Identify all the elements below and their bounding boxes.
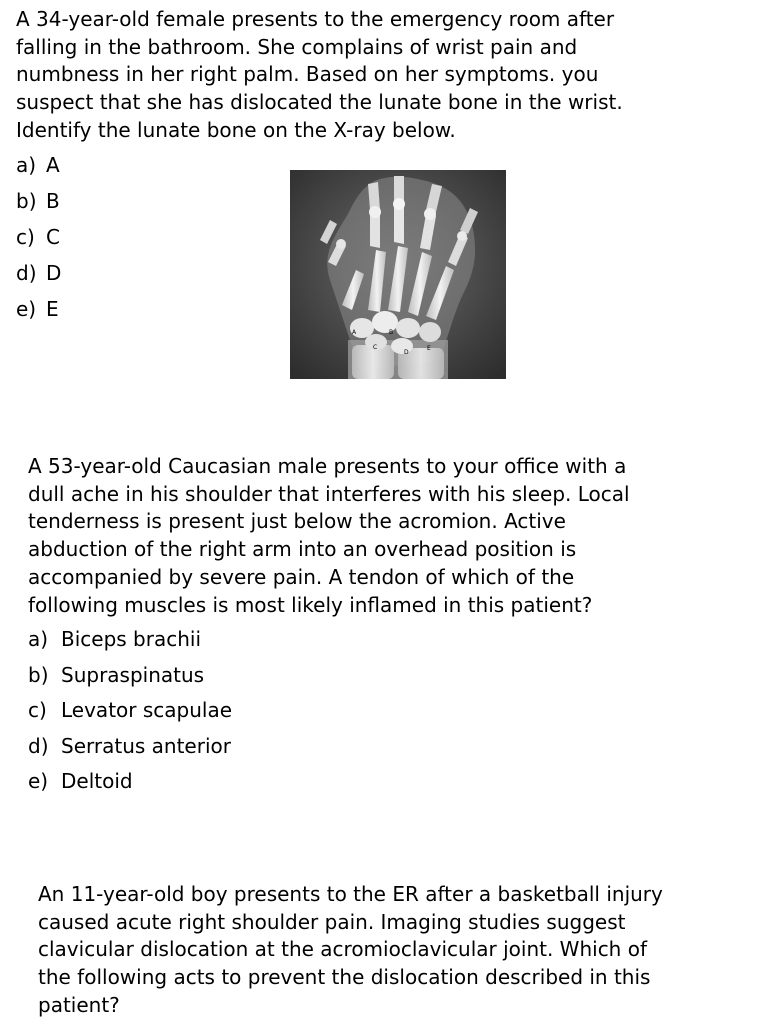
stem-line: following muscles is most likely inflamed in this patient? [28,592,593,617]
option-letter: a) [16,152,37,177]
option-letter: a) [28,627,49,652]
option-text: B [46,188,60,213]
option-text: Biceps brachii [61,627,202,652]
question-3-stem [38,881,738,1020]
option-letter: d) [16,260,37,285]
question-3 [38,881,738,1020]
xray-label-e: E [427,345,431,352]
question-2-stem [28,453,668,619]
option-letter: c) [28,698,47,723]
xray-label-a: A [352,329,357,336]
stem-line: falling in the bathroom. She complains of wrist pain and [16,34,578,59]
xray-label-d: D [404,349,409,356]
stem-line: numbness in her right palm. Based on her symptoms. you [16,62,599,87]
option-letter: d) [28,733,49,758]
option-text: Deltoid [61,769,133,794]
stem-line: the following acts to prevent the dislocation described in this [38,965,651,990]
option-d [28,734,668,770]
xray-label-c: C [373,344,378,351]
option-letter: b) [28,662,49,687]
option-letter: e) [16,296,37,321]
xray-label-b: B [389,329,394,336]
stem-line: An 11-year-old boy presents to the ER after a basketball injury [38,882,663,906]
stem-line: dull ache in his shoulder that interferes with his sleep. Local [28,481,630,506]
option-text: Serratus anterior [61,733,231,758]
option-e [28,769,668,805]
stem-line: tenderness is present just below the acromion. Active [28,509,566,534]
option-letter: c) [16,224,35,249]
option-text: E [46,296,59,321]
hand-xray-image [290,170,506,379]
question-2-options [28,627,668,805]
stem-line: clavicular dislocation at the acromioclavicular joint. Which of [38,937,647,962]
option-c [28,698,668,734]
stem-line: accompanied by severe pain. A tendon of which of the [28,564,575,589]
stem-line: suspect that she has dislocated the lunate bone in the wrist. [16,90,623,115]
stem-line: Identify the lunate bone on the X-ray below. [16,117,456,142]
stem-line: A 34-year-old female presents to the emergency room after [16,7,615,31]
stem-line: caused acute right shoulder pain. Imaging studies suggest [38,909,626,934]
option-b [28,663,668,699]
option-text: C [46,224,60,249]
option-a [28,627,668,663]
question-1-stem [16,6,656,145]
option-text: Supraspinatus [61,662,205,687]
option-letter: b) [16,188,37,213]
option-letter: e) [28,769,49,794]
option-text: Levator scapulae [61,698,233,723]
question-2 [28,453,668,805]
stem-line: abduction of the right arm into an overhead position is [28,537,577,562]
stem-line: A 53-year-old Caucasian male presents to your office with a [28,454,627,478]
stem-line: patient? [38,992,120,1017]
option-text: A [46,152,60,177]
option-text: D [46,260,62,285]
